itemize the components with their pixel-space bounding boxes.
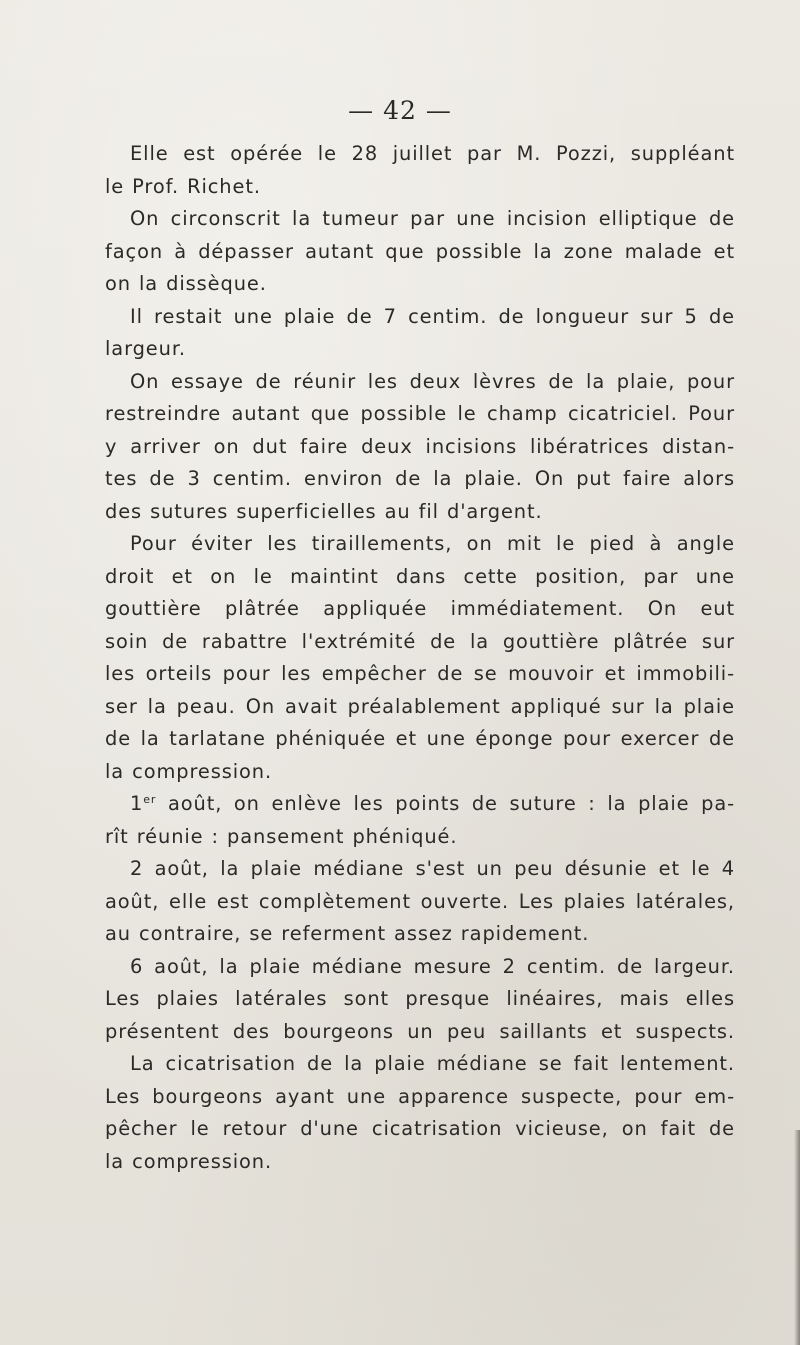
text-line: Les bourgeons ayant une apparence suspecte, pour em- bbox=[105, 1084, 735, 1108]
page-edge-shadow bbox=[794, 1130, 800, 1345]
text-line: ser la peau. On avait préalablement appliqué sur la plaie bbox=[105, 694, 735, 718]
text-line: au contraire, se referment assez rapidement. bbox=[105, 922, 590, 945]
text-line: On circonscrit la tumeur par une incision elliptique de bbox=[130, 207, 735, 230]
text-line: 2 août, la plaie médiane s'est un peu désunie et le 4 bbox=[130, 857, 735, 880]
line-remainder: août, on enlève les points de suture : la plaie pa- bbox=[156, 792, 735, 815]
text-line: présentent des bourgeons un peu saillants et suspects. bbox=[105, 1019, 735, 1043]
text-line: On essaye de réunir les deux lèvres de la plaie, pour bbox=[130, 369, 735, 393]
text-line: août, elle est complètement ouverte. Les plaies latérales, bbox=[105, 889, 735, 913]
text-line: la compression. bbox=[105, 1149, 273, 1173]
text-line: soin de rabattre l'extrémité de la gouttière plâtrée sur bbox=[105, 629, 735, 653]
text-line: pêcher le retour d'une cicatrisation vicieuse, on fait de bbox=[105, 1117, 735, 1140]
ordinal-superscript: er bbox=[143, 793, 157, 806]
text-line: droit et on le maintint dans cette position, par une bbox=[105, 564, 735, 588]
text-line: façon à dépasser autant que possible la zone malade et bbox=[105, 239, 735, 263]
text-line: Les plaies latérales sont presque linéaires, mais elles bbox=[105, 987, 735, 1010]
text-line: La cicatrisation de la plaie médiane se fait lentement. bbox=[130, 1052, 735, 1075]
text-line: on la dissèque. bbox=[105, 272, 267, 295]
text-line: 6 août, la plaie médiane mesure 2 centim. de largeur. bbox=[130, 954, 735, 978]
text-line: gouttière plâtrée appliquée immédiatement. On eut bbox=[105, 597, 735, 620]
text-line: les orteils pour les empêcher de se mouvoir et immobili- bbox=[105, 662, 735, 685]
text-line: Elle est opérée le 28 juillet par M. Pozzi, suppléant bbox=[130, 142, 735, 165]
text-line: rît réunie : pansement phéniqué. bbox=[105, 824, 458, 848]
text-line: Pour éviter les tiraillements, on mit le pied à angle bbox=[130, 532, 735, 555]
text-line: des sutures superficielles au fil d'argent. bbox=[105, 499, 543, 523]
text-line: de la tarlatane phéniquée et une éponge pour exercer de bbox=[105, 727, 735, 750]
body-text bbox=[105, 138, 735, 1178]
text-line: restreindre autant que possible le champ cicatriciel. Pour bbox=[105, 402, 735, 425]
text-line: y arriver on dut faire deux incisions libératrices distan- bbox=[105, 434, 735, 458]
text-line: largeur. bbox=[105, 337, 186, 360]
text-line: le Prof. Richet. bbox=[105, 174, 261, 198]
text-line: tes de 3 centim. environ de la plaie. On put faire alors bbox=[105, 467, 735, 490]
text-line-first-august bbox=[105, 788, 735, 821]
text-line: la compression. bbox=[105, 759, 273, 783]
day-number: 1 bbox=[130, 792, 144, 815]
page-number: — 42 — bbox=[348, 96, 452, 125]
text-line: Il restait une plaie de 7 centim. de longueur sur 5 de bbox=[130, 304, 735, 328]
